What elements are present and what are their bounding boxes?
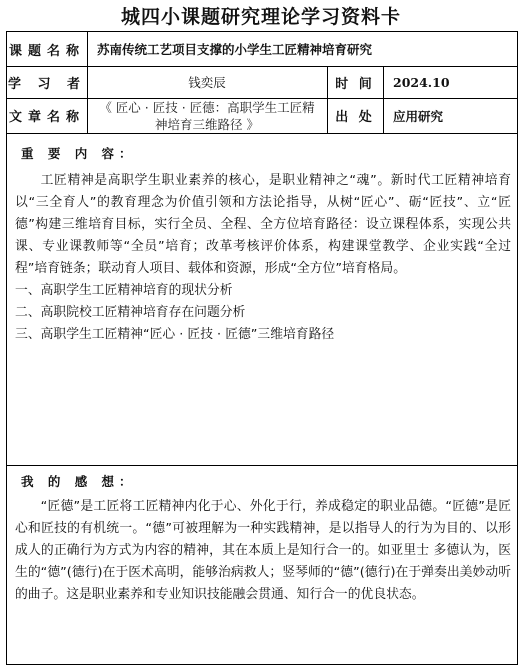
outline-item-1: 一、高职学生工匠精神培育的现状分析 [15,283,233,298]
content-heading: 重 要 内 容： [21,146,137,161]
reflection-body [15,496,511,606]
outline-item-2: 二、高职院校工匠精神培育存在问题分析 [15,305,246,320]
content-paragraph: 工匠精神是高职学生职业素养的核心，是职业精神之“魂”。新时代工匠精神培育以“三全育人”的教育理念为价值引领和方法论指导，从树“匠心”、砺“匠技”、立“匠德”构建三维培育目标，实行全员、全程、全方位培育路径：设立课程体系，实现公共课、专业课教师等“全员”培育；改革考核评价体系，构建课堂教学、企业实践“全过程”培育链条；联动育人项目、载体和资源，形成“全方位”培育格局。 [15,173,511,276]
outline-item-3: 三、高职学生工匠精神“匠心 · 匠技 · 匠德”三维培育路径 [15,327,335,342]
article-label: 文章名称 [8,110,85,125]
learner-label: 学 习 者 [7,76,87,92]
time-value: 2024.10 [393,74,450,90]
topic-label: 课题名称 [8,43,85,59]
article-value: 《 匠心 · 匠技 · 匠德：高职学生工匠精神培育三维路径 》 [99,99,315,132]
row-divider [7,133,517,134]
topic-value: 苏南传统工艺项目支撑的小学生工匠精神培育研究 [97,42,373,57]
source-value: 应用研究 [393,108,444,124]
time-label: 时 间 [335,76,375,92]
page-title: 城四小课题研究理论学习资料卡 [120,6,401,28]
content-body [15,170,511,346]
info-card [6,31,518,665]
source-label: 出 处 [335,110,375,125]
learner-value: 钱奕辰 [188,75,226,90]
section-divider [7,465,517,466]
reflection-heading: 我 的 感 想： [21,474,137,489]
reflection-paragraph: “匠德”是工匠将工匠精神内化于心、外化于行，养成稳定的职业品德。“匠德”是匠心和匠技的有机统一。“德”可被理解为一种实践精神，是以指导人的行为为目的、以形成人的正确行为方式为内容的精神，其在本质上是知行合一的。如亚里士 多德认为，医生的“德”(德行)在于医术高明，能够治病救人；竖琴师的“德”(德行)在于弹奏出美妙动听的曲子。这是职业素养和专业知识技能融会贯通、知行合一的优良状态。 [15,499,511,602]
